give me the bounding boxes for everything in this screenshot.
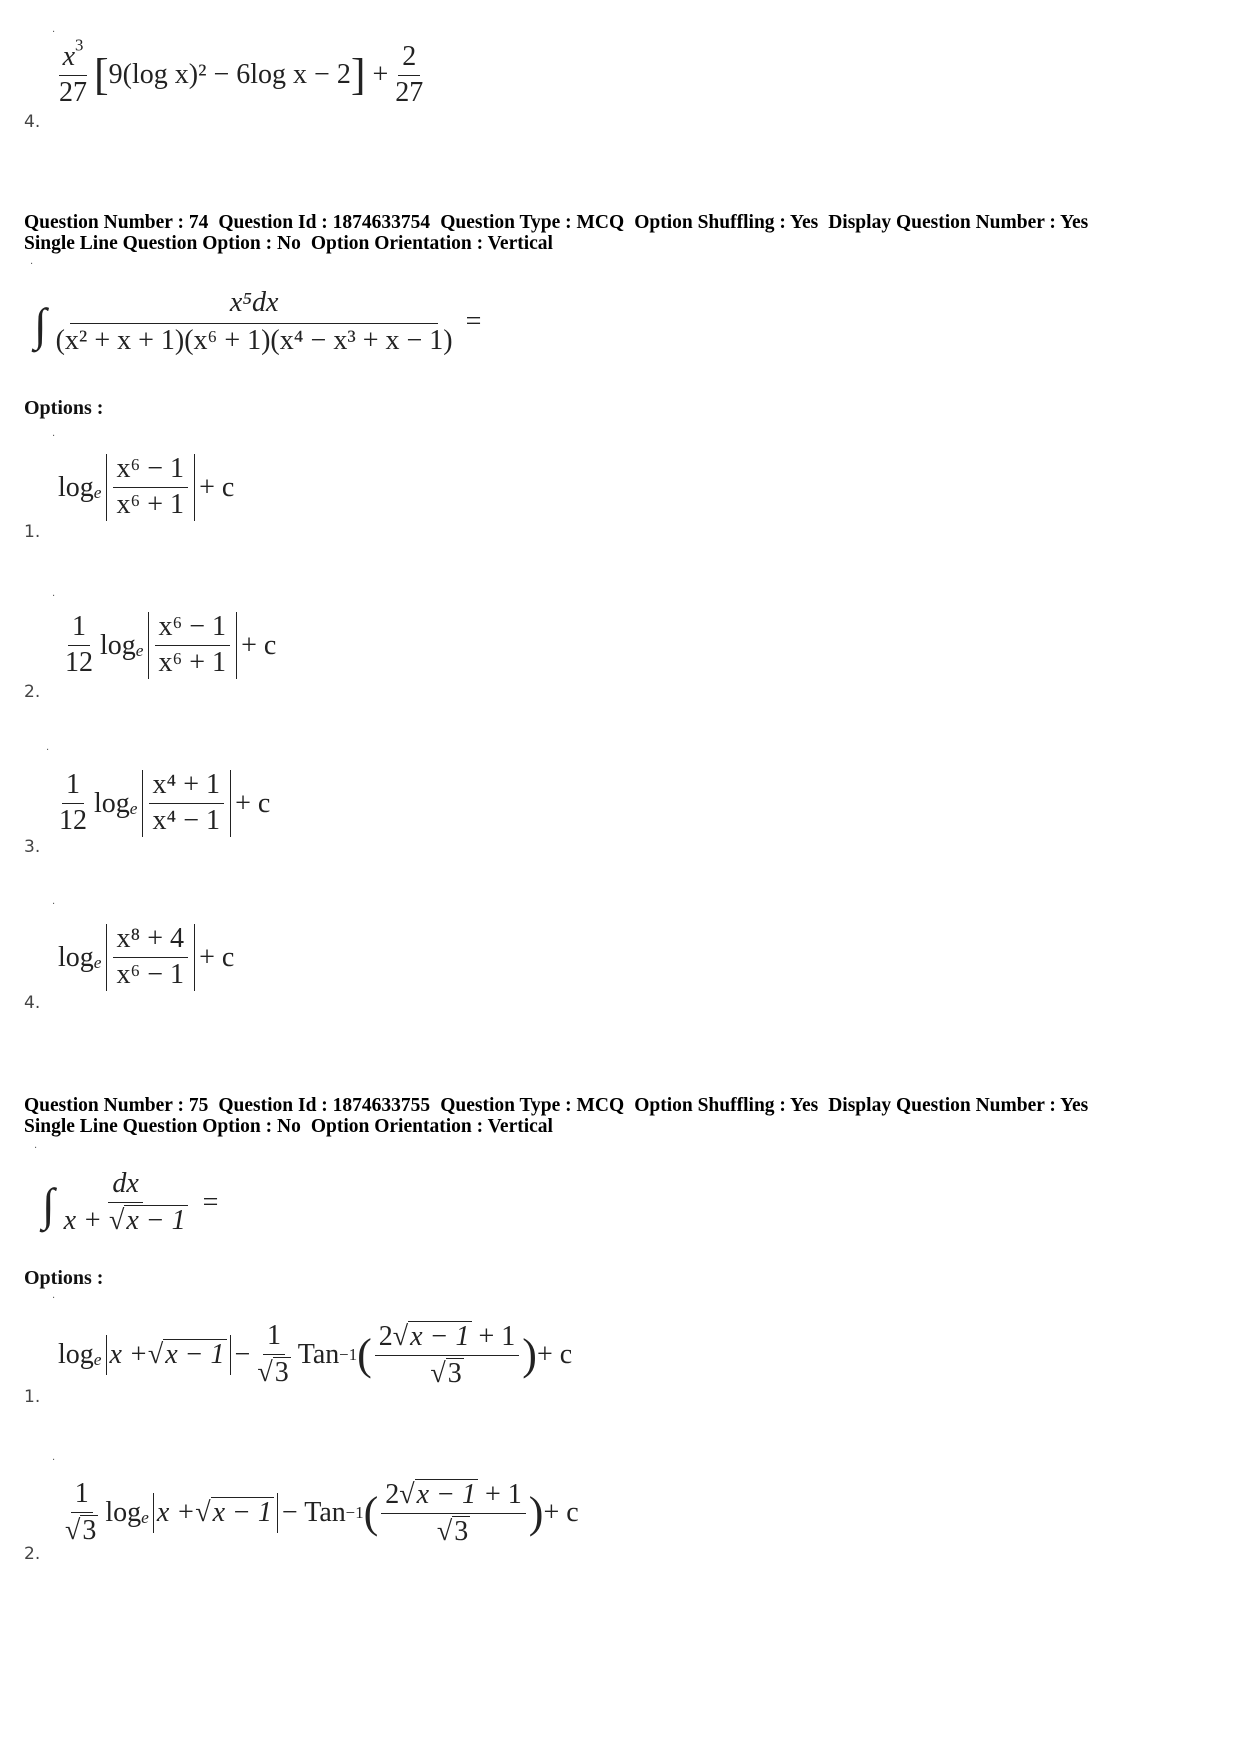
option-number: 1. [24, 522, 41, 542]
options-label: Options : [24, 397, 104, 419]
question-74-meta: Question Number : 74 Question Id : 1874633754 Question Type : MCQ Option Shuffling : Yes Display Question Number : Yes Single Line Question Option : No Option Orientation : Vertical [24, 212, 1089, 254]
marker-dot: . [46, 742, 50, 753]
right-paren: ) [522, 1330, 537, 1379]
q74-option-4[interactable]: log e $\frac{\text{x⁸ + 4}}{\text{x⁶ − 1}}$ + c [58, 923, 235, 990]
fraction: $\frac{2}{27}$ [395, 40, 424, 108]
option-number: 2. [24, 682, 41, 702]
integrand-fraction: $\frac{\text{x⁵dx}}{\text{(x² + x + 1)(x⁶ + 1)(x⁴ − x³ + x − 1)}}$ [55, 286, 453, 356]
option-number: 4. [24, 993, 41, 1013]
absolute-value: $\frac{\text{x⁶ − 1}}{\text{x⁶ + 1}}$ [106, 454, 196, 521]
absolute-value: $\frac{\text{x⁶ − 1}}{\text{x⁶ + 1}}$ [148, 612, 238, 679]
integrand-fraction: dx x + √ x − 1 [63, 1167, 186, 1236]
q74-option-1[interactable]: log e $\frac{\text{x⁶ − 1}}{\text{x⁶ + 1}}$ + c [58, 453, 235, 520]
right-paren: ) [528, 1488, 544, 1537]
integral-sign: ∫ [42, 1179, 55, 1230]
marker-dot: . [52, 896, 56, 907]
option-number: 2. [24, 1544, 41, 1564]
question-74-integral: ∫ $\frac{\text{x⁵dx}}{\text{(x² + x + 1)(x⁶ + 1)(x⁴ − x³ + x − 1)}}$ = [34, 286, 482, 356]
marker-dot: . [52, 1452, 56, 1463]
fraction: $\frac{x^3}{27}$ [59, 35, 87, 108]
marker-dot: . [52, 1290, 56, 1301]
option-number: 1. [24, 1387, 41, 1407]
q74-option-3[interactable]: $\frac{1}{12}$ log e $\frac{\text{x⁴ + 1}}{\text{x⁴ − 1}}$ + c [59, 769, 271, 836]
marker-dot: . [52, 24, 56, 35]
marker-dot: . [52, 588, 56, 599]
question-75-integral: ∫ dx x + √ x − 1 = [42, 1167, 219, 1236]
right-bracket: ] [350, 50, 366, 99]
marker-dot: . [34, 1140, 38, 1151]
absolute-value: $\frac{\text{x⁸ + 4}}{\text{x⁶ − 1}}$ [106, 924, 196, 991]
absolute-value: x + √ x − 1 [153, 1493, 278, 1533]
question-75-meta: Question Number : 75 Question Id : 1874633755 Question Type : MCQ Option Shuffling : Yes Display Question Number : Yes Single Line Question Option : No Option Orientation : Vertical [24, 1095, 1089, 1137]
options-label: Options : [24, 1267, 104, 1289]
option-number: 4. [24, 112, 41, 132]
marker-dot: . [52, 428, 56, 439]
q74-option-2[interactable]: $\frac{1}{12}$ log e $\frac{\text{x⁶ − 1}}{\text{x⁶ + 1}}$ + c [65, 611, 277, 678]
q75-option-1[interactable]: log e x + √ x − 1 − 1 √ 3 Tan −1 ( 2 √ x − 1 + 1 √ 3 ) + c [58, 1320, 573, 1389]
absolute-value: $\frac{\text{x⁴ + 1}}{\text{x⁴ − 1}}$ [142, 770, 232, 837]
absolute-value: x + √ x − 1 [106, 1335, 231, 1375]
prev-option-4-formula[interactable]: $\frac{x^3}{27}$ [ 9(log x)² − 6log x − 2 ] + $\frac{2}{27}$ [52, 30, 430, 120]
q75-option-2[interactable]: 1 √ 3 log e x + √ x − 1 − Tan −1 ( 2 √ x − 1 + 1 √ 3 ) + c [65, 1478, 579, 1547]
marker-dot: . [30, 256, 34, 267]
left-bracket: [ [94, 50, 109, 99]
option-number: 3. [24, 837, 41, 857]
left-paren: ( [363, 1488, 379, 1537]
integral-sign: ∫ [34, 298, 47, 350]
left-paren: ( [357, 1330, 372, 1379]
